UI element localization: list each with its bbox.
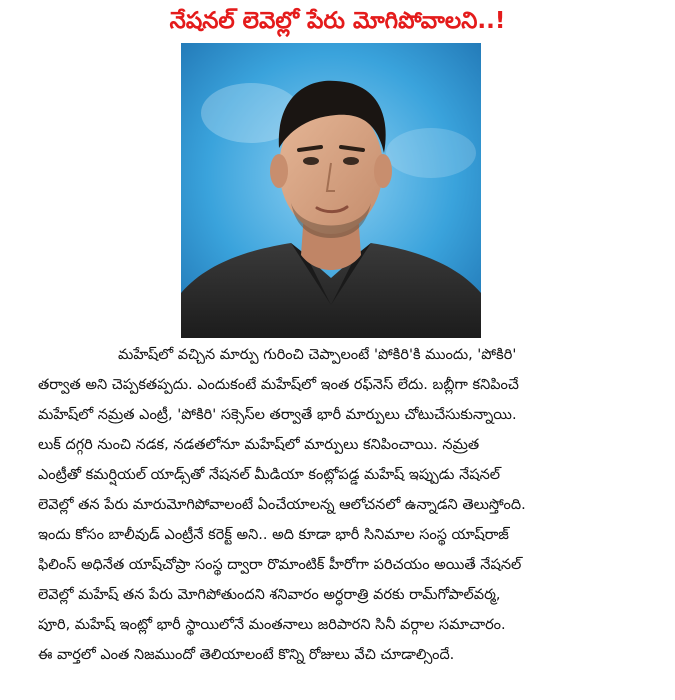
article-photo <box>181 43 481 338</box>
body-line: లుక్ దగ్గరి నుంచి నడక, నడతలోనూ మహేష్‌లో మార్పులు కనిపించాయి. నమ్రత <box>38 437 480 453</box>
body-line: ఎంట్రీతో కమర్షియల్ యాడ్స్‌తో నేషనల్ మీడియా కంట్లోపడ్డ మహేష్ ఇప్పుడు నేషనల్ <box>38 467 501 483</box>
body-line: పూరి, మహేష్ ఇంట్లో భారీ స్థాయిలోనే మంతనాలు జరిపారని సినీ వర్గాల సమాచారం. <box>38 617 506 633</box>
body-line: ఫిలింస్ అధినేత యాష్‌చోప్రా సంస్థ ద్వారా రొమాంటిక్ హీరోగా పరిచయం అయితే నేషనల్ <box>38 557 522 573</box>
body-line: మహేష్‌లో వచ్చిన మార్పు గురించి చెప్పాలంటే 'పోకిరి'కి ముందు, 'పోకిరి' <box>118 347 517 363</box>
body-line: ఈ వార్తలో ఎంత నిజముందో తెలియాలంటే కొన్ని రోజులు వేచి చూడాల్సిందే. <box>38 647 455 663</box>
article-headline: నేషనల్ లెవెల్లో పేరు మోగిపోవాలని..! <box>169 8 506 34</box>
body-line: లెవెల్లో మహేష్ తన పేరు మోగిపోతుందని శనివారం అర్ధరాత్రి వరకు రామ్‌గోపాల్‌వర్మ, <box>38 587 501 603</box>
body-line: తర్వాత అని చెప్పకతప్పదు. ఎందుకంటే మహేష్‌లో ఇంత రఫ్‌నెస్ లేదు. బబ్లీగా కనిపించే <box>38 377 519 393</box>
body-line: మహేష్‌లో నమ్రత ఎంట్రీ, 'పోకిరి' సక్సెస్‌ల తర్వాతే భారీ మార్పులు చోటుచేసుకున్నాయి. <box>38 407 517 423</box>
body-line: ఇందు కోసం బాలీవుడ్ ఎంట్రీనే కరెక్ట్ అని.. అది కూడా భారీ సినిమాల సంస్థ యాష్‌రాజ్ <box>38 527 509 543</box>
portrait-illustration <box>181 43 481 338</box>
body-line: లెవెల్లో తన పేరు మారుమోగిపోవాలంటే ఏంచేయాలన్న ఆలోచనలో ఉన్నాడని తెలుస్తోంది. <box>38 497 526 513</box>
